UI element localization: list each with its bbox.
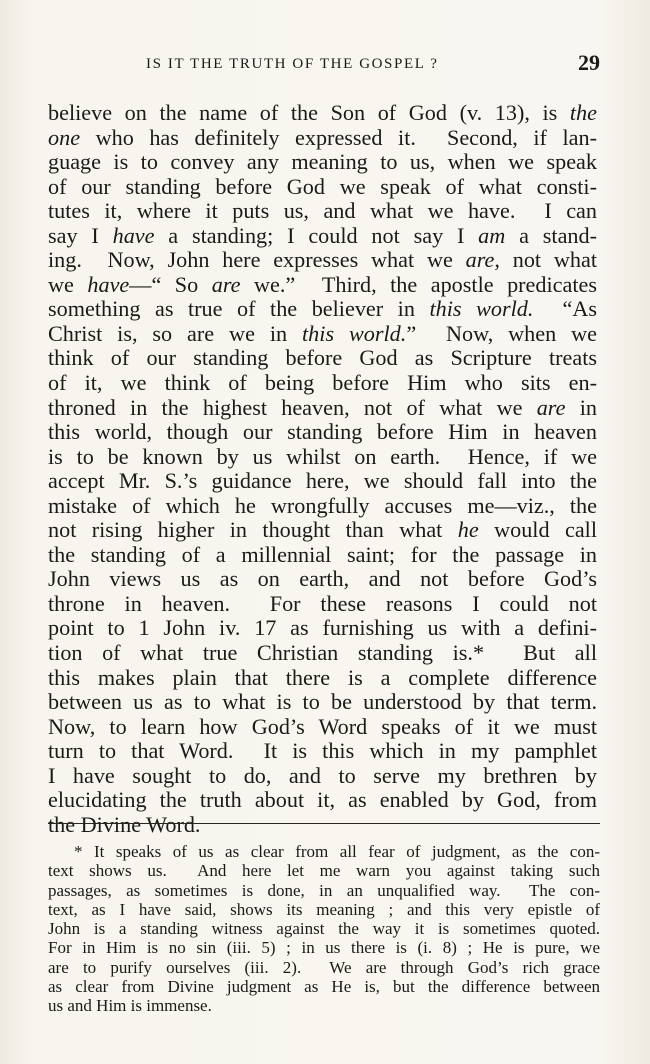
- footnote-divider: [48, 823, 600, 824]
- text-line: [48, 592, 597, 617]
- text-segment: —“ So: [129, 271, 212, 297]
- text-segment: believe on the name of the Son of God (v. 13), is: [48, 100, 570, 125]
- text-segment: point to 1 John iv. 17 as furnishing us with a defini-: [48, 615, 597, 641]
- text-line: [48, 248, 597, 273]
- text-segment: tion of what true Christian standing is.* But all: [48, 640, 597, 666]
- text-line: [48, 494, 597, 519]
- text-line: [48, 996, 600, 1015]
- text-segment: in: [565, 394, 597, 420]
- text-segment: is to be known by us whilst on earth. Hence, if we: [48, 443, 597, 469]
- text-segment: ” Now, when we: [406, 320, 597, 346]
- text-segment: turn to that Word. It is this which in my pamphlet: [48, 738, 597, 764]
- text-line: [48, 346, 597, 371]
- text-segment: throne in heaven. For these reasons I could not: [48, 590, 597, 616]
- text-line: [48, 881, 600, 900]
- text-segment: mistake of which he wrongfully accuses me—viz., the: [48, 492, 597, 518]
- text-segment: this makes plain that there is a complete difference: [48, 664, 597, 690]
- text-line: [48, 788, 597, 813]
- text-segment: For in Him is no sin (iii. 5) ; in us there is (i. 8) ; He is pure, we: [48, 938, 600, 958]
- text-segment: think of our standing before God as Scripture treats: [48, 345, 597, 371]
- running-title: IS IT THE TRUTH OF THE GOSPEL ?: [146, 56, 439, 72]
- page-header: [48, 52, 600, 78]
- text-segment: the Divine Word.: [48, 811, 201, 837]
- italic-text: am: [478, 222, 506, 248]
- italic-text: are: [211, 271, 241, 297]
- text-line: [48, 739, 597, 764]
- text-segment: a standing; I could not say I: [154, 222, 479, 248]
- text-line: [48, 297, 597, 322]
- italic-text: have: [87, 271, 130, 297]
- italic-text: are: [536, 394, 566, 420]
- text-line: [48, 938, 600, 957]
- text-segment: “As: [533, 296, 598, 322]
- page-number: 29: [578, 50, 600, 75]
- text-line: [48, 842, 600, 861]
- text-segment: not what: [499, 247, 598, 273]
- text-segment: something as true of the believer in: [48, 296, 430, 322]
- text-line: [48, 420, 597, 445]
- text-line: [48, 396, 597, 421]
- text-segment: would call: [478, 517, 597, 543]
- text-line: [48, 199, 597, 224]
- text-line: [48, 616, 597, 641]
- text-segment: Christ is, so are we in: [48, 320, 303, 346]
- text-segment: ing. Now, John here expresses what we: [48, 247, 466, 273]
- text-segment: passages, as sometimes is done, in an unqualified way. The con-: [48, 880, 600, 900]
- text-segment: tutes it, where it puts us, and what we have. I can: [48, 198, 597, 224]
- text-line: [48, 641, 597, 666]
- text-line: [48, 764, 597, 789]
- text-segment: text shows us. And here let me warn you against taking such: [48, 861, 600, 881]
- text-segment: who has definitely expressed it. Second, if lan-: [80, 124, 597, 150]
- text-line: [48, 813, 597, 838]
- text-line: [48, 977, 600, 996]
- text-segment: of it, we think of being before Him who sits en-: [48, 370, 597, 396]
- body-text: [48, 101, 597, 837]
- text-segment: are to purify ourselves (iii. 2). We are through God’s rich grace: [48, 957, 600, 977]
- text-line: [48, 567, 597, 592]
- text-segment: say I: [48, 222, 113, 248]
- text-line: [48, 666, 597, 691]
- text-segment: John is a standing witness against the way it is sometimes quoted.: [48, 919, 600, 939]
- text-line: [48, 224, 597, 249]
- text-segment: we: [48, 271, 88, 297]
- footnote: [48, 842, 600, 1016]
- text-line: [48, 919, 600, 938]
- italic-text: one: [48, 124, 81, 150]
- text-line: [48, 371, 597, 396]
- text-line: [48, 445, 597, 470]
- text-line: [48, 150, 597, 175]
- italic-text: the: [569, 100, 597, 125]
- text-line: [48, 690, 597, 715]
- text-segment: not rising higher in thought than what: [48, 517, 458, 543]
- text-segment: we.” Third, the apostle predicates: [240, 271, 598, 297]
- italic-text: he: [457, 517, 479, 543]
- italic-text: this world.: [302, 320, 407, 346]
- text-line: [48, 175, 597, 200]
- text-line: [48, 715, 597, 740]
- text-line: [48, 518, 597, 543]
- text-segment: accept Mr. S.’s guidance here, we should fall into the: [48, 468, 597, 494]
- text-segment: between us as to what is to be understood by that term.: [48, 689, 597, 715]
- text-line: [48, 900, 600, 919]
- text-line: [48, 101, 597, 126]
- text-segment: elucidating the truth about it, as enabled by God, from: [48, 787, 597, 813]
- text-segment: the standing of a millennial saint; for the passage in: [48, 541, 597, 567]
- text-segment: guage is to convey any meaning to us, when we speak: [48, 149, 597, 175]
- text-line: [48, 126, 597, 151]
- text-line: [48, 273, 597, 298]
- text-segment: a stand-: [505, 222, 597, 248]
- text-line: [48, 861, 600, 880]
- text-segment: text, as I have said, shows its meaning ; and this very epistle of: [48, 899, 600, 919]
- text-segment: * It speaks of us as clear from all fear of judgment, as the con-: [74, 842, 600, 861]
- text-segment: throned in the highest heaven, not of what we: [48, 394, 537, 420]
- text-segment: this world, though our standing before Him in heaven: [48, 419, 597, 445]
- text-line: [48, 469, 597, 494]
- text-segment: as clear from Divine judgment as He is, but the difference between: [48, 977, 600, 997]
- text-segment: John views us as on earth, and not before God’s: [48, 566, 597, 592]
- italic-text: this world.: [429, 296, 534, 322]
- text-line: [48, 958, 600, 977]
- text-segment: Now, to learn how God’s Word speaks of it we must: [48, 713, 597, 739]
- text-segment: of our standing before God we speak of what consti-: [48, 173, 597, 199]
- text-segment: I have sought to do, and to serve my brethren by: [48, 762, 597, 788]
- italic-text: have: [112, 222, 155, 248]
- text-segment: us and Him is immense.: [48, 996, 212, 1016]
- italic-text: are,: [465, 247, 500, 273]
- text-line: [48, 543, 597, 568]
- text-line: [48, 322, 597, 347]
